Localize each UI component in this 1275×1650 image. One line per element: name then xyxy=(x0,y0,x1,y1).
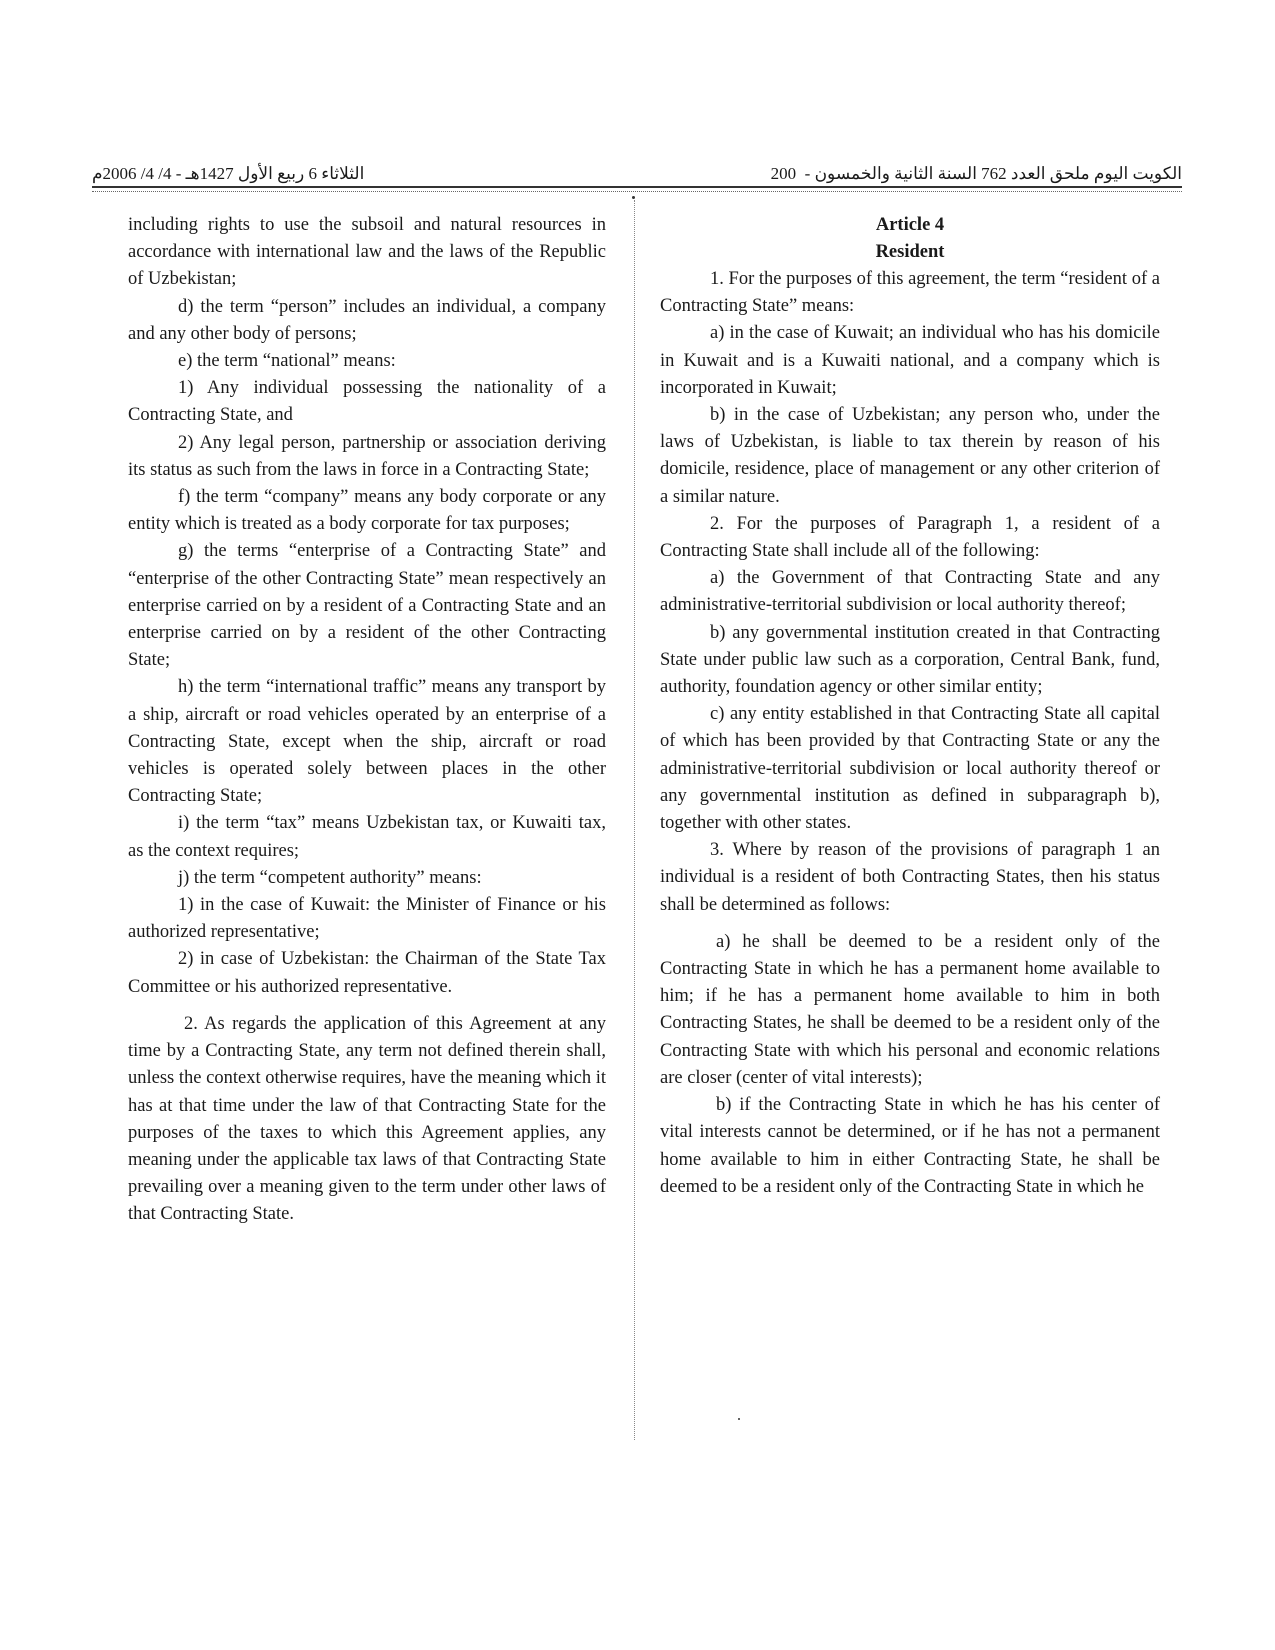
article-number: Article 4 xyxy=(875,215,945,235)
paragraph: 3. Where by reason of the provisions of paragraph 1 an individual is a resident of both Contracting States, then his status shall be determined as follows: xyxy=(660,840,1160,915)
paragraph: 1. For the purposes of this agreement, the term “resident of a Contracting State” means: xyxy=(660,269,1160,317)
paragraph: 2) Any legal person, partnership or association deriving its status as such from the laws in force in a Contracting State; xyxy=(128,432,606,480)
paragraph: 2) in case of Uzbekistan: the Chairman of the State Tax Committee or his authorized representative. xyxy=(128,949,606,997)
paragraph: including rights to use the subsoil and natural resources in accordance with international law and the laws of the Republic of Uzbekistan; xyxy=(128,215,606,290)
paragraph: i) the term “tax” means Uzbekistan tax, or Kuwaiti tax, as the context requires; xyxy=(128,813,606,861)
paragraph: g) the terms “enterprise of a Contracting State” and “enterprise of the other Contracting State” mean respectively an enterprise carried on by a resident of a Contracting State and an enterprise carried on by a resident of the other Contracting State; xyxy=(128,541,606,671)
header-rule-dotted xyxy=(92,191,1182,192)
paragraph: 1) in the case of Kuwait: the Minister of Finance or his authorized representative; xyxy=(128,895,606,943)
left-column xyxy=(128,212,606,1229)
header-publication xyxy=(771,164,1182,184)
paragraph: j) the term “competent authority” means: xyxy=(178,867,482,888)
paragraph: f) the term “company” means any body corporate or any entity which is treated as a body corporate for tax purposes; xyxy=(128,487,606,535)
header-title: الكويت اليوم ملحق العدد 762 السنة الثانية والخمسون - xyxy=(804,164,1182,183)
page-number: 200 xyxy=(770,164,797,183)
paragraph: c) any entity established in that Contracting State all capital of which has been provided by that Contracting State or any the administrative-territorial subdivision or local authority thereof or any governmental institution as defined in subparagraph b), together with other states. xyxy=(660,704,1160,834)
paragraph: 2. As regards the application of this Agreement at any time by a Contracting State, any term not defined therein shall, unless the context otherwise requires, have the meaning which it has at that time under the law of that Contracting State for the purposes of the taxes to which this Agreement applies, any meaning under the applicable tax laws of that Contracting State prevailing over a meaning given to the term under other laws of that Contracting State. xyxy=(128,1013,606,1225)
paragraph: 2. For the purposes of Paragraph 1, a resident of a Contracting State shall include all of the following: xyxy=(660,513,1160,562)
paragraph: 1) Any individual possessing the nationality of a Contracting State, and xyxy=(128,378,606,426)
paragraph: b) if the Contracting State in which he has his center of vital interests cannot be determined, or if he has not a permanent home available to him in either Contracting State, he shall be deemed to be a resident only of the Contracting State in which he xyxy=(660,1095,1160,1197)
paragraph: d) the term “person” includes an individual, a company and any other body of persons; xyxy=(128,296,606,344)
paragraph: h) the term “international traffic” means any transport by a ship, aircraft or road vehicles operated by an enterprise of a Contracting State, except when the ship, aircraft or road vehicles is operated solely between places in the other Contracting State; xyxy=(128,677,606,807)
column-divider xyxy=(634,200,635,1440)
header-rule xyxy=(92,186,1182,188)
paragraph: a) in the case of Kuwait; an individual who has his domicile in Kuwait and is a Kuwaiti national, and a company which is incorporated in Kuwait; xyxy=(660,323,1160,398)
header-date: الثلاثاء 6 ربيع الأول 1427هـ - 4/ 4/ 2006م xyxy=(92,164,365,183)
paragraph: e) the term “national” means: xyxy=(178,351,396,372)
stray-mark xyxy=(738,1418,740,1420)
paragraph: b) any governmental institution created in that Contracting State under public law such as a corporation, Central Bank, fund, authority, foundation agency or other similar entity; xyxy=(660,622,1160,698)
right-column xyxy=(660,212,1160,1201)
paragraph: a) the Government of that Contracting State and any administrative-territorial subdivision or local authority thereof; xyxy=(660,568,1160,616)
paragraph: a) he shall be deemed to be a resident only of the Contracting State in which he has a permanent home available to him; if he has a permanent home available to him in both Contracting States, he shall be deemed to be a resident only of the Contracting State with which his personal and economic relations are closer (center of vital interests); xyxy=(660,931,1160,1088)
paragraph: b) in the case of Uzbekistan; any person who, under the laws of Uzbekistan, is liable to tax therein by reason of his domicile, residence, place of management or any other criterion of a similar nature. xyxy=(660,405,1160,507)
page-header xyxy=(92,148,1182,184)
article-title: Resident xyxy=(875,242,945,262)
rule-dot xyxy=(632,196,635,199)
